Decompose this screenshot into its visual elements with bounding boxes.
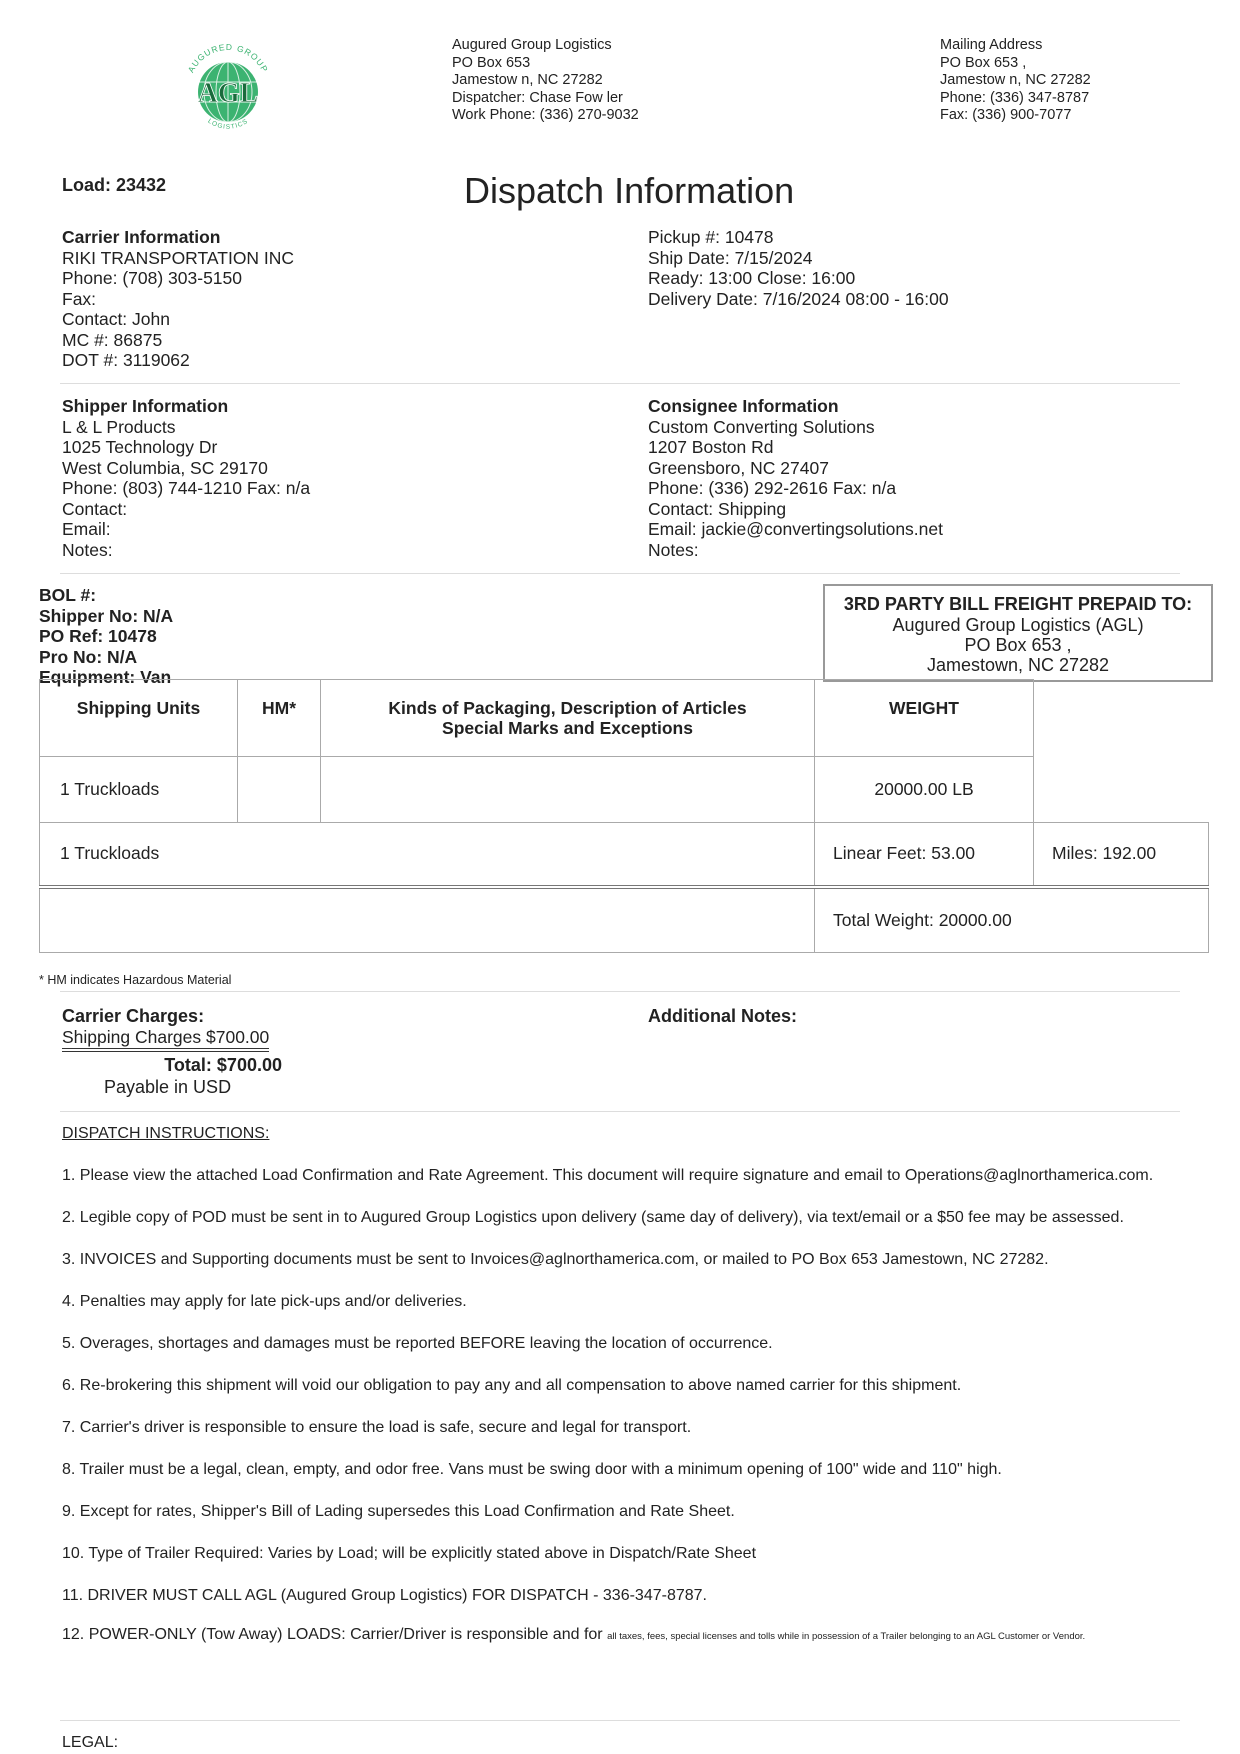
consignee-heading: Consignee Information — [648, 396, 839, 416]
instruction-12-small: all taxes, fees, special licenses and tolls while in possession of a Trailer belonging to an AGL Customer or Vendor. — [607, 1631, 1086, 1642]
col-description — [321, 680, 815, 757]
row2-miles: Miles: 192.00 — [1034, 823, 1209, 887]
row1-description — [321, 757, 815, 823]
pickup-number: Pickup #: 10478 — [648, 227, 774, 247]
mailing-fax: Fax: (336) 900-7077 — [940, 107, 1072, 123]
table-row — [40, 823, 1209, 887]
logo-arc-text: AUGURED GROUP — [185, 41, 271, 75]
total-amount: $700.00 — [216, 1055, 282, 1075]
mailing-box: PO Box 653 , — [940, 54, 1027, 71]
company-logo — [178, 36, 278, 136]
dispatch-instructions-heading: DISPATCH INSTRUCTIONS: — [62, 1125, 270, 1142]
shipper-city: West Columbia, SC 29170 — [62, 457, 268, 478]
divider — [60, 1111, 1180, 1112]
bill-to-city: Jamestown, NC 27282 — [926, 655, 1110, 675]
table-row — [40, 757, 1209, 823]
equipment: Equipment: Van — [39, 667, 172, 687]
shipping-charges-line — [62, 1027, 269, 1052]
charges-total — [62, 1054, 282, 1076]
carrier-dot: DOT #: 3119062 — [62, 350, 190, 370]
shipping-charges-label: Shipping Charges — [62, 1027, 202, 1047]
bill-to-name: Augured Group Logistics (AGL) — [892, 615, 1144, 635]
ship-date: Ship Date: 7/15/2024 — [648, 247, 813, 268]
instruction-12-main: 12. POWER-ONLY (Tow Away) LOADS: Carrier/Driver is responsible and for — [62, 1626, 603, 1643]
consignee-notes: Notes: — [648, 539, 699, 560]
carrier-info — [62, 227, 294, 371]
instruction-item: 10. Type of Trailer Required: Varies by Load; will be explicitly stated above in Dispatch/Rate Sheet — [62, 1545, 757, 1562]
carrier-charges — [62, 1006, 282, 1098]
row1-units: 1 Truckloads — [40, 757, 238, 823]
mailing-phone: Phone: (336) 347-8787 — [940, 89, 1090, 106]
table-total-row — [40, 887, 1209, 953]
consignee-name: Custom Converting Solutions — [648, 416, 875, 437]
load-number: Load: 23432 — [62, 175, 167, 195]
carrier-phone: Phone: (708) 303-5150 — [62, 268, 242, 288]
divider — [60, 383, 1180, 384]
page-title: Dispatch Information — [464, 170, 795, 211]
legal-heading: LEGAL: — [62, 1734, 119, 1751]
row1-hm — [238, 757, 321, 823]
hm-note: * HM indicates Hazardous Material — [39, 973, 232, 987]
bill-to-box-address: PO Box 653 , — [964, 635, 1072, 655]
instruction-item: 4. Penalties may apply for late pick-ups and/or deliveries. — [62, 1293, 467, 1310]
dispatch-instructions — [62, 1166, 1180, 1643]
company-box: PO Box 653 — [452, 54, 531, 71]
carrier-fax: Fax: — [62, 288, 97, 309]
pickup-info — [648, 227, 949, 309]
pro-number: Pro No: N/A — [39, 646, 138, 667]
divider — [60, 1720, 1180, 1721]
instruction-item: 3. INVOICES and Supporting documents must be sent to Invoices@aglnorthamerica.com, or mailed to PO Box 653 Jamestown, NC 27282. — [62, 1251, 1049, 1268]
carrier-mc: MC #: 86875 — [62, 329, 163, 350]
total-weight: Total Weight: 20000.00 — [815, 887, 1209, 953]
carrier-contact: Contact: John — [62, 309, 170, 329]
dispatcher: Dispatcher: Chase Fow ler — [452, 89, 623, 106]
consignee-email: Email: jackie@convertingsolutions.net — [648, 519, 943, 539]
mailing-title: Mailing Address — [940, 37, 1043, 53]
divider — [60, 991, 1180, 992]
col-hm: HM* — [238, 680, 321, 757]
logo-bottom-text: LOGISTICS — [206, 117, 250, 131]
shipping-table — [39, 679, 1209, 953]
shipper-address: 1025 Technology Dr — [62, 437, 218, 457]
bill-to-box — [823, 584, 1213, 682]
consignee-info — [648, 396, 943, 560]
consignee-contact: Contact: Shipping — [648, 498, 787, 519]
bill-to-heading: 3RD PARTY BILL FREIGHT PREPAID TO: — [843, 594, 1193, 614]
table-header-row — [40, 680, 1209, 757]
instruction-item: 1. Please view the attached Load Confirmation and Rate Agreement. This document will require signature and email to Operations@aglnorthamerica.com. — [62, 1167, 1154, 1184]
charges-heading: Carrier Charges: — [62, 1006, 205, 1026]
row1-weight: 20000.00 LB — [815, 757, 1034, 823]
po-ref: PO Ref: 10478 — [39, 626, 157, 646]
company-name: Augured Group Logistics — [452, 37, 612, 53]
instruction-item: 5. Overages, shortages and damages must be reported BEFORE leaving the location of occurrence. — [62, 1335, 773, 1352]
instruction-item: 8. Trailer must be a legal, clean, empty, and odor free. Vans must be swing door with a minimum opening of 100" wide and 110" high. — [62, 1461, 1002, 1478]
total-label: Total: — [164, 1055, 212, 1075]
payable-currency: Payable in USD — [104, 1077, 232, 1097]
divider — [60, 573, 1180, 574]
row2-units: 1 Truckloads — [40, 823, 815, 887]
shipper-email: Email: — [62, 519, 111, 539]
row2-linear-feet: Linear Feet: 53.00 — [815, 823, 1034, 887]
total-empty-cell — [40, 887, 815, 953]
work-phone: Work Phone: (336) 270-9032 — [452, 107, 639, 123]
shipper-number: Shipper No: N/A — [39, 605, 174, 626]
reference-numbers — [39, 585, 173, 688]
ready-close: Ready: 13:00 Close: 16:00 — [648, 268, 856, 288]
shipper-info — [62, 396, 310, 560]
shipper-contact: Contact: — [62, 498, 128, 519]
shipper-heading: Shipper Information — [62, 396, 229, 416]
col-shipping-units: Shipping Units — [40, 680, 238, 757]
instruction-item: 9. Except for rates, Shipper's Bill of Lading supersedes this Load Confirmation and Rate Sheet. — [62, 1503, 735, 1520]
carrier-name: RIKI TRANSPORTATION INC — [62, 247, 295, 268]
instruction-item: 7. Carrier's driver is responsible to ensure the load is safe, secure and legal for transport. — [62, 1419, 692, 1436]
company-city: Jamestow n, NC 27282 — [452, 72, 603, 88]
col-description-line1: Kinds of Packaging, Description of Articles — [388, 698, 747, 718]
instruction-item-12 — [62, 1628, 1180, 1643]
table-empty-cell — [1034, 680, 1209, 823]
shipper-phone: Phone: (803) 744-1210 Fax: n/a — [62, 478, 311, 498]
consignee-phone: Phone: (336) 292-2616 Fax: n/a — [648, 478, 897, 498]
mailing-city: Jamestow n, NC 27282 — [940, 72, 1091, 88]
additional-notes-heading: Additional Notes: — [648, 1006, 797, 1026]
shipping-charges-amount: $700.00 — [206, 1027, 270, 1047]
instruction-item: 2. Legible copy of POD must be sent in to Augured Group Logistics upon delivery (same day of delivery), via text/email or a $50 fee may be assessed. — [62, 1209, 1124, 1226]
instruction-item: 11. DRIVER MUST CALL AGL (Augured Group Logistics) FOR DISPATCH - 336-347-8787. — [62, 1587, 707, 1604]
shipper-name: L & L Products — [62, 416, 176, 437]
globe-icon — [178, 36, 278, 136]
mailing-address — [940, 37, 1091, 125]
carrier-heading: Carrier Information — [62, 227, 221, 247]
bol-number: BOL #: — [39, 585, 97, 605]
instruction-item: 6. Re-brokering this shipment will void our obligation to pay any and all compensation to above named carrier for this shipment. — [62, 1377, 962, 1394]
col-description-line2: Special Marks and Exceptions — [442, 718, 693, 738]
shipper-notes: Notes: — [62, 539, 113, 560]
consignee-city: Greensboro, NC 27407 — [648, 457, 829, 478]
delivery-date: Delivery Date: 7/16/2024 08:00 - 16:00 — [648, 288, 949, 309]
col-weight: WEIGHT — [815, 680, 1034, 757]
company-address — [452, 37, 639, 125]
consignee-address: 1207 Boston Rd — [648, 437, 774, 457]
logo-letters: AGL — [197, 78, 259, 109]
